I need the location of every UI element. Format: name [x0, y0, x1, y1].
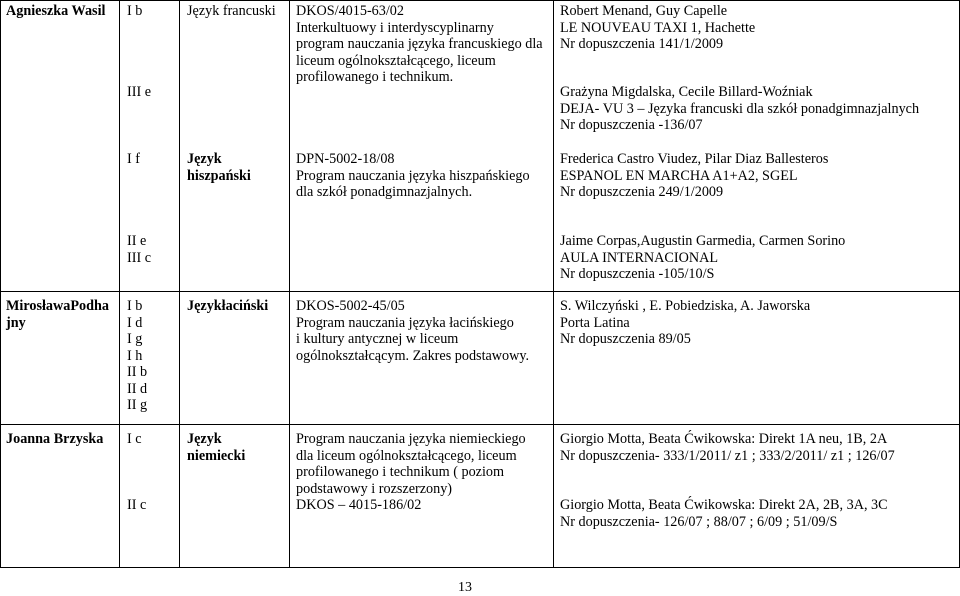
class-list [127, 84, 151, 101]
class-list [127, 3, 142, 20]
teacher-name-line: MirosławaPodha [6, 298, 109, 314]
textbook-line: Nr dopuszczenia- 126/07 ; 88/07 ; 6/09 ; 51/09/S [560, 513, 838, 530]
textbook-info [560, 84, 919, 134]
program-line: Interkultuowy i interdyscyplinarny [296, 19, 494, 36]
class-label: I h [127, 347, 143, 364]
program-description [296, 3, 543, 86]
textbook-line: Nr dopuszczenia -105/10/S [560, 266, 715, 282]
class-list [127, 431, 142, 448]
textbook-line: Jaime Corpas,Augustin Garmedia, Carmen Sorino [560, 233, 846, 249]
class-label: I b [127, 298, 143, 314]
subject-name: Językłaciński [187, 298, 269, 314]
program-line: DKOS-5002-45/05 [296, 298, 405, 314]
textbook-line: Nr dopuszczenia 141/1/2009 [560, 36, 724, 52]
col-divider [553, 0, 554, 568]
textbook-line: Frederica Castro Viudez, Pilar Diaz Ballesteros [560, 151, 829, 167]
table-border-top [0, 0, 960, 1]
textbook-line: Nr dopuszczenia 249/1/2009 [560, 184, 724, 200]
textbook-line: DEJA- VU 3 – Języka francuski dla szkół ponadgimnazjalnych [560, 100, 920, 117]
subject-line: hiszpański [187, 167, 251, 184]
class-list [127, 233, 151, 266]
textbook-info [560, 497, 888, 530]
class-label: II b [127, 364, 148, 380]
table-border-bottom [0, 567, 960, 568]
program-line: DKOS/4015-63/02 [296, 3, 404, 19]
col-divider [0, 0, 1, 568]
class-list [127, 497, 146, 514]
teacher-name [6, 298, 109, 331]
subject-line: niemiecki [187, 447, 246, 464]
class-label: I c [127, 431, 142, 447]
program-line: liceum ogólnokształcącego, liceum [296, 52, 496, 69]
program-description [296, 298, 529, 364]
program-description [296, 431, 526, 514]
program-line: Program nauczania języka hiszpańskiego [296, 167, 530, 184]
class-label: II g [127, 397, 148, 413]
subject-line: Język [187, 151, 222, 167]
textbook-line: LE NOUVEAU TAXI 1, Hachette [560, 19, 756, 36]
textbook-line: Giorgio Motta, Beata Ćwikowska: Direkt 2A, 2B, 3A, 3C [560, 497, 888, 513]
program-line: program nauczania języka francuskiego dla [296, 36, 543, 52]
teacher-name: Joanna Brzyska [6, 431, 104, 447]
textbook-line: Nr dopuszczenia -136/07 [560, 117, 703, 133]
textbook-line: Porta Latina [560, 314, 630, 331]
program-line: DPN-5002-18/08 [296, 151, 395, 167]
textbook-info [560, 233, 845, 283]
program-line: podstawowy i rozszerzony) [296, 480, 453, 497]
textbook-line: ESPANOL EN MARCHA A1+A2, SGEL [560, 167, 798, 184]
class-label: I f [127, 151, 140, 167]
class-label: III c [127, 249, 152, 266]
class-label: I g [127, 331, 143, 347]
program-line: profilowanego i technikum ( poziom [296, 464, 505, 480]
class-label: II d [127, 380, 148, 397]
program-line: profilowanego i technikum. [296, 69, 454, 85]
textbook-info [560, 151, 828, 201]
program-description [296, 151, 530, 201]
page-number: 13 [458, 580, 472, 595]
class-label: I b [127, 3, 143, 19]
program-line: Program nauczania języka łacińskiego [296, 314, 514, 331]
class-label: I d [127, 314, 143, 331]
textbook-line: Robert Menand, Guy Capelle [560, 3, 728, 19]
col-divider [179, 0, 180, 568]
class-label: II e [127, 233, 147, 249]
class-list [127, 151, 140, 168]
textbook-info [560, 298, 810, 348]
textbook-info [560, 3, 755, 53]
subject-name: Język francuski [187, 3, 276, 19]
textbook-line: Nr dopuszczenia 89/05 [560, 331, 691, 347]
teacher-name: Agnieszka Wasil [6, 3, 106, 19]
col-divider [289, 0, 290, 568]
textbook-info [560, 431, 895, 464]
textbook-line: Giorgio Motta, Beata Ćwikowska: Direkt 1A neu, 1B, 2A [560, 431, 888, 447]
class-list [127, 298, 147, 414]
subject-name [187, 431, 245, 464]
program-line: DKOS – 4015-186/02 [296, 497, 422, 513]
textbook-line: Grażyna Migdalska, Cecile Billard-Woźniak [560, 84, 813, 100]
program-line: Program nauczania języka niemieckiego [296, 431, 526, 447]
textbook-line: Nr dopuszczenia- 333/1/2011/ z1 ; 333/2/2011/ z1 ; 126/07 [560, 447, 895, 464]
subject-line: Język [187, 431, 222, 447]
col-divider [119, 0, 120, 568]
row-divider [0, 424, 960, 425]
program-line: dla szkół ponadgimnazjalnych. [296, 184, 473, 200]
program-line: i kultury antycznej w liceum [296, 331, 459, 347]
subject-name [187, 151, 251, 184]
row-divider [0, 291, 960, 292]
textbook-line: AULA INTERNACIONAL [560, 249, 719, 266]
textbook-line: S. Wilczyński , E. Pobiedziska, A. Jaworska [560, 298, 811, 314]
program-line: ogólnokształcącym. Zakres podstawowy. [296, 347, 530, 364]
program-line: dla liceum ogólnokształcącego, liceum [296, 447, 517, 464]
class-label: II c [127, 497, 147, 513]
teacher-name-line: jny [6, 314, 26, 331]
class-label: III e [127, 84, 152, 100]
